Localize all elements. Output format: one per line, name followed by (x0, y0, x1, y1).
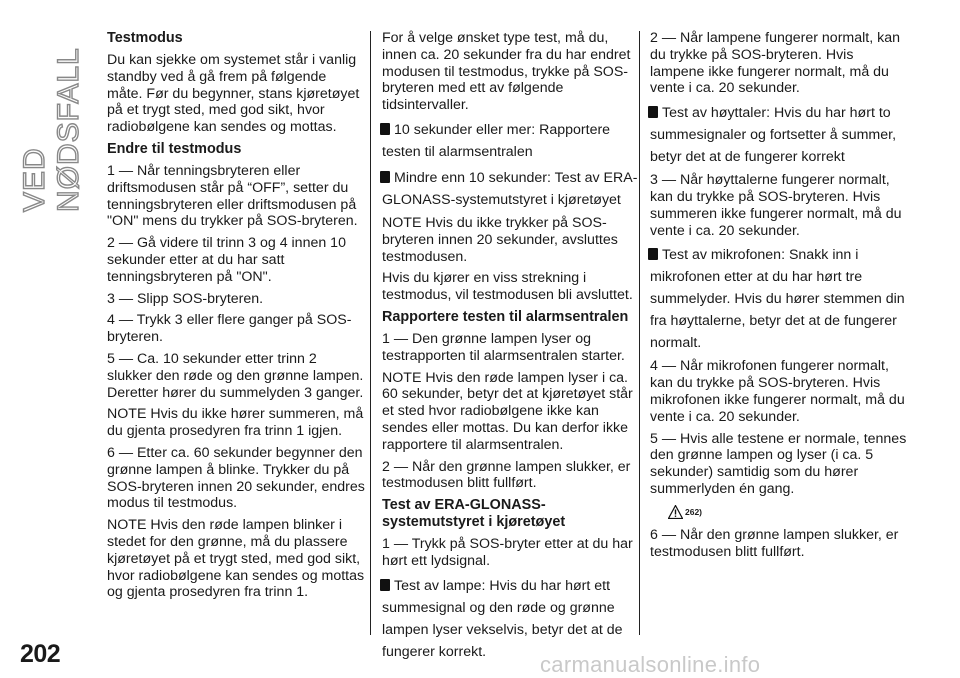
equipment-step-5: 5 — Hvis alle testene er normale, tennes den grønne lampen og lyser (i ca. 5 sekunder) samtidig som du hører summerlyden én gang. (650, 430, 907, 497)
warning-ref-number: 262) (685, 506, 703, 517)
equipment-step-4: 4 — Når mikrofonen fungerer normalt, kan du trykke på SOS-bryteren. Hvis mikrofonen ikke fungerer normalt, må du vente i ca. 20 sekunder. (650, 358, 905, 425)
column-divider (370, 31, 371, 635)
page-number: 202 (20, 640, 61, 668)
option-equipment-test (382, 167, 640, 211)
bullet-icon (648, 248, 658, 260)
option-text: Test av mikrofonen: Snakk inn i mikrofonen etter at du har hørt tre summelyder. Hvis du hører stemmen din fra høyttalerne, betyr det at de fungerer normalt. (650, 247, 905, 352)
step-6: 6 — Etter ca. 60 sekunder begynner den grønne lampen å blinke. Trykker du på SOS-bryteren innen 20 sekunder, endres modus til testmodus. (107, 444, 365, 512)
column-1 (107, 30, 365, 606)
equipment-step-6: 6 — Når den grønne lampen slukker, er testmodusen blitt fullført. (650, 526, 899, 560)
bullet-icon (380, 123, 390, 135)
step-4: 4 — Trykk 3 eller flere ganger på SOS-bryteren. (107, 312, 352, 346)
note-summer: NOTE Hvis du ikke hører summeren, må du gjenta prosedyren fra trinn 1 igjen. (107, 406, 364, 440)
note-red-lamp: NOTE Hvis den røde lampen blinker i stedet for den grønne, må du plassere kjøretøyet på et trygt sted, med god sikt, hvor radiobølgene kan sendes og mottas og gjenta prosedyren fra trinn 1. (107, 517, 365, 601)
step-5: 5 — Ca. 10 sekunder etter trinn 2 slukker den røde og den grønne lampen. Deretter hører du summelyden 3 ganger. (107, 350, 364, 401)
heading-test-era-glonass: Test av ERA-GLONASS-systemutstyret i kjøretøyet (382, 497, 566, 531)
paragraph-intro: Du kan sjekke om systemet står i vanlig standby ved å gå frem på følgende måte. Før du begynner, stans kjøretøyet på et trygt sted, med god sikt, hvor radiobølgene kan sendes og mottas. (107, 52, 360, 136)
note-no-press: NOTE Hvis du ikke trykker på SOS-bryteren innen 20 sekunder, avsluttes testmodusen. (382, 214, 618, 265)
option-text: Mindre enn 10 sekunder: Test av ERA-GLONASS-systemutstyret i kjøretøyet (382, 169, 638, 208)
watermark: carmanualsonline.info (540, 652, 761, 677)
report-step-2: 2 — Når den grønne lampen slukker, er testmodusen blitt fullført. (382, 458, 631, 492)
option-report-test (382, 119, 640, 163)
bullet-icon (380, 579, 390, 591)
equipment-step-3: 3 — Når høyttalerne fungerer normalt, kan du trykke på SOS-bryteren. Hvis summeren ikke fungerer normalt, må du vente i ca. 20 sekunder. (650, 172, 902, 239)
option-text: Test av lampe: Hvis du har hørt ett summesignal og den røde og grønne lampen lyser vekselvis, betyr det at de fungerer korrekt. (382, 577, 623, 660)
equipment-step-2: 2 — Når lampene fungerer normalt, kan du trykke på SOS-bryteren. Hvis lampene ikke fungerer normalt, må du vente i ca. 20 sekunder. (650, 30, 900, 97)
option-speaker-test (650, 102, 908, 168)
bullet-icon (380, 171, 390, 183)
column-3 (650, 30, 908, 565)
option-text: 10 sekunder eller mer: Rapportere testen til alarmsentralen (382, 121, 611, 160)
heading-testmodus: Testmodus (107, 30, 183, 46)
section-label-text: VED NØDSFALL (18, 47, 85, 212)
bullet-icon (648, 106, 658, 118)
step-1: 1 — Når tenningsbryteren eller driftsmodusen står på “OFF”, setter du tenningsbryteren eller driftsmodusen på "ON" mens du trykker på SOS-bryteren. (107, 162, 358, 230)
warning-reference (668, 503, 908, 521)
step-2: 2 — Gå videre til trinn 3 og 4 innen 10 sekunder etter at du har satt tenningsbryteren på "ON". (107, 235, 346, 285)
note-red-lamp-60s: NOTE Hvis den røde lampen lyser i ca. 60 sekunder, betyr det at kjøretøyet står et sted hvor radiobølgene ikke kan sendes eller mottas. Du kan derfor ikke rapportere til alarmsentralen. (382, 369, 633, 453)
warning-triangle-icon (668, 505, 683, 519)
column-2 (382, 30, 640, 667)
section-label (20, 26, 84, 212)
heading-endre-til-testmodus: Endre til testmodus (107, 140, 242, 157)
option-text: Test av høyttaler: Hvis du har hørt to summesignaler og fortsetter å summer, betyr det at de fungerer korrekt (650, 105, 897, 166)
paragraph-select-test: For å velge ønsket type test, må du, innen ca. 20 sekunder fra du har endret modusen til testmodus, trykke på SOS-bryteren med ett av følgende tidsintervaller. (382, 30, 631, 114)
equipment-step-1: 1 — Trykk på SOS-bryter etter at du har hørt ett lydsignal. (382, 536, 633, 569)
heading-rapportere: Rapportere testen til alarmsentralen (382, 308, 629, 325)
step-3: 3 — Slipp SOS-bryteren. (107, 290, 264, 307)
option-microphone-test (650, 244, 908, 354)
report-step-1: 1 — Den grønne lampen lyser og testrapporten til alarmsentralen starter. (382, 330, 625, 364)
option-lamp-test (382, 575, 640, 663)
paragraph-driving: Hvis du kjører en viss strekning i testmodus, vil testmodusen bli avsluttet. (382, 270, 633, 304)
